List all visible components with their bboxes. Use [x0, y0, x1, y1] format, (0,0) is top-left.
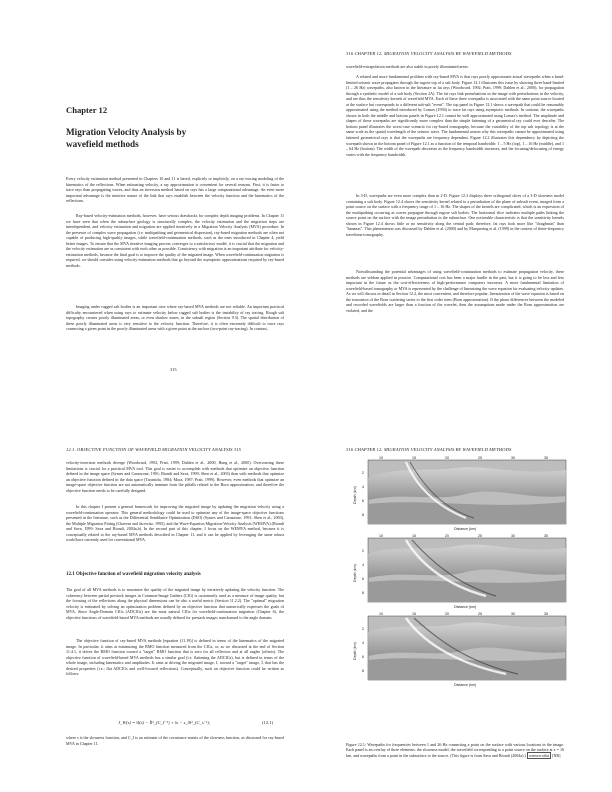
running-header: 316 CHAPTER 12. MIGRATION VELOCITY ANALYSIS BY WAVEFIELD METHODS: [346, 51, 512, 56]
page-1: [0, 0, 306, 396]
x-tick: 30: [511, 612, 515, 616]
x-tick: 20: [445, 534, 449, 538]
equation: J_W(s) = ‖I(s) − Ĩ‖²_(C_I⁻¹) + ‖s − s_0‖²_(C_s⁻¹),: [118, 720, 211, 725]
paragraph: In this chapter I present a general framework for improving the migrated image by updating the migration velocity using a wavefield-continuation operator. This general methodology could be used to optimize any of the image-space objective functions presented in the literature, such as the Differential Semblance Optimization (DSO) (Symes and Carazzone, 1991; Shen et al., 2003), the Multiple Migration Fitting (Chavent and Jacewitz, 1995), and the Wave-Equation Migration-Velocity Analysis (WEMVA) (Biondi and Sava, 1999; Sava and Biondi, 2004a,b). In the second part of this chapter, I focus on the WEMVA method, because it is conceptually related to the ray-based MVA methods described in Chapter 11, and it can be applied by leveraging the same robust workflows currently used for conventional MVA.: [66, 504, 284, 543]
caption-text: Figure 12.1: Wavepaths for frequencies between 1 and 26 Hz connecting a point on the surface with various locations in the image. Each panel is an overlay of three elements: the slowness model, the wavefield corresponding to a point source on the surface at x = 16 km, and wavepaths from a point in the subsurface to the source. (This figure is from Sava and Biondi (2004a).): [346, 742, 564, 758]
x-axis-label: Distance (km): [454, 527, 477, 531]
section-title: 12.1 Objective function of wavefield migration velocity analysis: [66, 572, 201, 577]
axis-x-ticks: [379, 612, 548, 616]
caption-tag-nr: [NR]: [552, 752, 561, 758]
axis-x-ticks: [379, 456, 548, 460]
y-tick: 2: [362, 627, 364, 631]
x-tick: 25: [478, 612, 482, 616]
running-header: 316 CHAPTER 12. MIGRATION VELOCITY ANALYSIS BY WAVEFIELD METHODS: [346, 447, 512, 452]
page-number: 315: [170, 367, 177, 372]
x-tick: 25: [478, 456, 482, 460]
x-tick: 15: [412, 612, 416, 616]
paragraph: where s is the slowness function, and C_I is an estimate of the covariance matrix of the slowness function, as discussed for ray-based MVA in Chapter 11.: [66, 735, 284, 746]
paragraph: Every velocity estimation method presented in Chapters 10 and 11 is based, explicitly or implicitly, on a ray-tracing modeling of the kinematics of the reflections. When estimating velocity, a ray approximation is convenient for several reasons. First, it is faster to trace rays than propagating waves, and thus an inversion method based on rays has a large computational advantage. An even more important advantage is the intuitive nature of the link that rays establish between the velocity function and the kinematics of the reflections.: [66, 176, 284, 204]
x-tick: 20: [445, 456, 449, 460]
axis-y-ticks: [362, 627, 364, 673]
y-axis-label: Depth (km): [353, 564, 357, 582]
x-tick: 30: [511, 456, 515, 460]
x-tick: 35: [544, 612, 548, 616]
y-tick: 4: [362, 563, 364, 567]
page-3: [0, 396, 306, 792]
y-tick: 8: [362, 669, 364, 673]
y-tick: 6: [362, 499, 364, 503]
x-tick: 20: [445, 612, 449, 616]
axis-x-ticks: [379, 534, 548, 538]
paragraph: Ray-based velocity-estimation methods, however, have serious drawbacks for complex depth imaging problems. In Chapter 11 we have seen that when the subsurface geology is structurally complex, the velocity estimation and the migration steps are interdependent, and velocity estimation and migration are applied iteratively in a Migration Velocity Analysis (MVA) procedure. In the presence of complex wave propagation (i.e. multipathing and geometrical dispersion), ray-based migration methods are often not capable of producing high-quality images, while wavefield-continuation methods, such as the ones introduced in Chapter 4, yield better images. To ensure that the MVA iterative imaging process converges to a satisfactory model, it is crucial that the migration and the velocity estimation are as consistent with each other as possible. Consistency with migration is an important attribute for velocity-estimation methods, because the final goal is to improve the quality of the migrated image. When wavefield-continuation migration is required, we should consider using velocity-estimation methods that go beyond the asymptotic approximations required by ray-based methods.: [66, 213, 284, 268]
figure-caption: [346, 742, 564, 758]
y-tick: 2: [362, 471, 364, 475]
paragraph: Notwithstanding the potential advantages of using wavefield-continuation methods to estimate propagation velocity, these methods are seldom applied in practice. Computational cost has been a major hurdle in the past, but it is going to be less and less important in the future as the cost-effectiveness of high-performance computers increases. A more fundamental limitation of wavefield-based tomography or MVA is represented by the challenge of linearizing the wave equation for evaluating velocity updates. As we will discuss in detail in Section 12.2, the most convenient, and therefore popular, linearization of the wave equation is based on the truncation of the Born scattering series to the first order term (Born approximation). If the phase differences between the modeled and recorded wavefields are larger than a fraction of the wavelet, then the assumptions made under the Born approximation are violated, and the: [346, 269, 564, 313]
y-tick: 8: [362, 513, 364, 517]
wavepath-panel-bottom: [353, 612, 566, 687]
x-tick: 15: [412, 456, 416, 460]
x-tick: 35: [544, 534, 548, 538]
paragraph: The objective function of ray-based MVA methods [equation (11.19)] is defined in terms of the kinematics of the migrated image. In particular, it aims at minimizing the RMO function measured from the CIGs, or, as we discussed at the end of Section 11.4.1, it drives the RMO function toward a "target" RMO function that is zero for all reflectors and at all angles (offsets). The objective function of wavefield-based MVA methods has a similar goal (i.e. flattening the ADCIGs), but is defined in terms of the whole image, including kinematics and amplitudes. It aims at driving the migrated image, I, toward a "target" image, Ĩ, that has the desired properties (i.e.; flat ADCIGs and well-focused reflections). Conceptually, such an objective function could be written as follows:: [66, 638, 284, 677]
chapter-label: Chapter 12: [66, 105, 108, 115]
x-tick: 35: [544, 456, 548, 460]
wavepath-figure: [346, 456, 576, 688]
y-tick: 2: [362, 549, 364, 553]
y-tick: 4: [362, 485, 364, 489]
x-tick: 30: [511, 534, 515, 538]
y-tick: 8: [362, 591, 364, 595]
page-4: [306, 396, 612, 792]
paragraph: Imaging under rugged salt bodies is an important case where ray-based MVA methods are not reliable. An important practical difficulty encountered when using rays to estimate velocity below rugged salt bodies is the instability of ray tracing. Rough salt topography creates poorly illuminated areas, or even shadow zones, in the subsalt region (Section 9.3). The spatial distribution of these poorly illuminated areas is very sensitive to the velocity function. Therefore, it is often extremely difficult to trace rays connecting a given point in the poorly illuminated areas with a given point at the surface (two-point ray-tracing). In contrast,: [66, 304, 284, 332]
paragraph: The goal of all MVA methods is to maximize the quality of the migrated image by iteratively updating the velocity function. The coherency between partial prestack images in Common-Image Gathers (CIG) is customarily used as a measure of image quality, but the focusing of the reflections along the physical dimensions can be also a useful metric (Section 11.2.2). The "optimal" migration velocity is estimated by solving an optimization problem defined by an objective function that numerically expresses the goals of MVA. Since Angle-Domain CIGs (ADCIGs) are the most natural CIGs for wavefield-continuation migration (Chapter 6), the objective functions of wavefield-based MVA methods are usually defined for prestack images transformed to the angle domain.: [66, 587, 284, 620]
y-axis-label: Depth (km): [353, 642, 357, 660]
paragraph: wavefield-extrapolation methods are also stable in poorly illuminated areas.: [346, 64, 469, 69]
x-tick: 10: [379, 612, 383, 616]
y-tick: 6: [362, 577, 364, 581]
y-tick: 6: [362, 655, 364, 659]
x-tick: 10: [379, 456, 383, 460]
wavepath-panel-middle: [353, 534, 566, 609]
axis-y-ticks: [362, 549, 364, 595]
y-axis-label: Depth (km): [353, 486, 357, 504]
paragraph: velocity-inversion methods diverge (Woodward, 1992; Pratt, 1999; Dahlen et al., 2000; Hung et al., 2000). Overcoming these limitations is crucial for a practical MVA tool. This goal is easier to accomplish with methods that optimize an objective function defined in the image space (Symes and Carazzone, 1991; Biondi and Sava, 1999; Shen et al., 2003) than with methods that optimize an objective function defined in the data space (Tarantola, 1984; Mora, 1987; Pratt, 1999). However, even methods that optimize an image-space objective function are not automatically immune from the pitfalls related to the Born approximation, and therefore the objective function needs to be carefully designed.: [66, 460, 284, 493]
axis-y-ticks: [362, 471, 364, 517]
paragraph: In 3-D, wavepaths are even more complex than in 2-D. Figure 12.3 displays three orthogonal slices of a 3-D slowness model containing a salt body. Figure 12.4 shows the sensitivity kernel related to a perturbation of the plane of subsalt event, imaged from a point source on the surface with a frequency range of 1 – 16 Hz. The shapes of the kernels are complicated, which is an expression of the multipathing occurring as waves propagate through rugose salt bodies. The horizontal slice indicates multiple paths linking the source point on the surface with the image perturbation in the subsurface. One noticeable characteristic is that the sensitivity kernels shown in Figure 12.4 shows little or no sensitivity along the central path; therefore, fat rays look more like "doughnuts" than "bananas". This phenomenon was discussed by Dahlen et al. (2000) and by Marquering et al. (1999) in the context of finite-frequency traveltime tomography.: [346, 193, 564, 237]
x-tick: 25: [478, 534, 482, 538]
y-tick: 4: [362, 641, 364, 645]
running-header: 12.1. OBJECTIVE FUNCTION OF WAVEFIELD MIGRATION VELOCITY ANALYSIS 315: [66, 447, 241, 452]
paragraph: A related and more fundamental problem with ray-based MVA is that rays poorly approximate actual wavepaths when a band-limited seismic wave propagates through the rugose top of a salt body. Figure 12.1 illustrates this issue by showing three band-limited (1 – 26 Hz) wavepaths, also known in the literature as fat rays (Woodward, 1992; Pratt, 1999; Dahlen et al., 2000), for propagation through a synthetic model of a salt body (Section 2A). The fat rays link perturbations in the image with perturbations in the velocity, and are thus the sensitivity kernels of wavefield MVA. Each of these three wavepaths is associated with the same point source located at the surface but corresponds to a different sub-salt "event". The top panel in Figure 12.1 shows a wavepath that could be reasonably approximated using the method introduced by Lomax (1994) to trace fat rays using asymptotic methods. In contrast, the wavepaths shown in both the middle and bottom panels in Figure 12.1 cannot be well approximated using Lomax's method. The amplitude and shapes of these wavepaths are significantly more complex than the simple fattening of a geometrical ray could ever describe. The bottom panel illustrates the worst-case scenario for ray-based tomography, because the variability of the top salt topology is at the same scale as the spatial wavelength of the seismic wave. The fundamental reason why this wavepaths cannot be approximated using fattened geometrical rays is that the wavepaths are frequency dependent. Figure 12.2 illustrates this dependency by depicting the wavepath shown in the bottom panel of Figure 12.1 as a function of the temporal bandwidth: 1 – 5 Hz (top), 1 – 16 Hz (middle), and 1 – 64 Hz (bottom). The width of the wavepath decreases as the frequency bandwidth increases, and the focusing/defocusing of energy varies with the frequency bandwidth.: [346, 74, 564, 157]
page-2: [306, 0, 612, 396]
caption-tag: wemva-oilat: [528, 752, 550, 758]
equation-number: (12.1): [262, 720, 274, 725]
x-axis-label: Distance (km): [454, 605, 477, 609]
chapter-title: Migration Velocity Analysis by wavefield methods: [66, 127, 187, 149]
wavepath-panel-top: [353, 456, 566, 531]
x-tick: 15: [412, 534, 416, 538]
x-axis-label: Distance (km): [454, 683, 477, 687]
x-tick: 10: [379, 534, 383, 538]
